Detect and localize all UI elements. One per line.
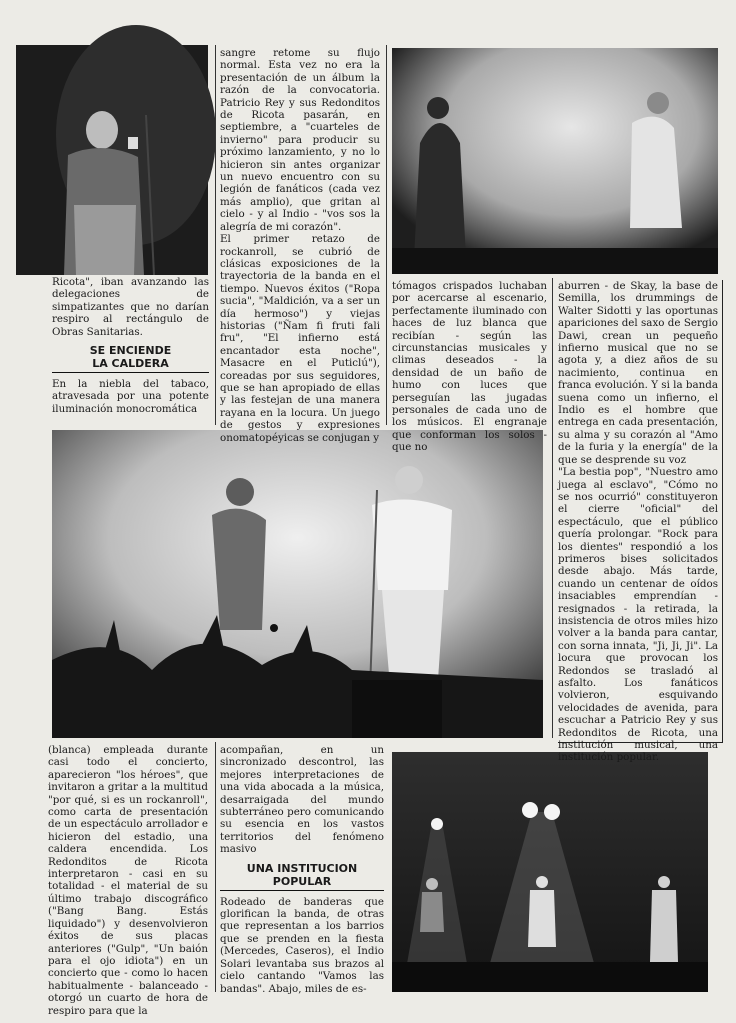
article-text: acompañan, en un sincronizado descontrol, las mejores interpretaciones de una vida abocada a la música, desarraigada del mundo subterráneo pero comunicando su esencia en los vastos territorios del fenómeno masivo — [220, 744, 384, 856]
article-text: Ricota", iban avanzando las delegaciones de simpatizantes que no darían respiro al rectángulo de Obras Sanitarias. — [52, 276, 209, 338]
heading-line-2: POPULAR — [272, 874, 332, 888]
column-rule — [215, 742, 216, 992]
section-heading-caldera — [52, 344, 209, 373]
column-rule — [215, 45, 216, 425]
column-3-middle — [392, 280, 547, 454]
column-1-bottom — [48, 744, 208, 1017]
article-text: En la niebla del tabaco, atravesada por una potente iluminación monocromática — [52, 378, 209, 415]
article-text: sangre retome su flujo normal. Esta vez no era la presentación de un álbum la razón de la convocatoria. Patricio Rey y sus Redonditos de Ricota pasarán, en septiembre, a "cuarteles de invierno" para producir su próximo lanzamiento, y no lo hicieron sin antes organizar un nuevo encuentro con su legión de fanáticos (cada vez más amplio), que gritan al cielo - y al Indio - "vos sos la alegría de mi corazón". — [220, 47, 380, 233]
heading-line-1: UNA INSTITUCION — [246, 861, 358, 875]
column-rule — [386, 45, 387, 425]
article-text: Rodeado de banderas que glorifican la banda, de otras que representan a los barrios que se prenden en la fiesta (Mercedes, Caseros), el Indio Solari levantaba sus brazos al cielo cantando "Vamos las bandas". Abajo, miles de es- — [220, 895, 384, 995]
photo-singer-crowd — [52, 430, 543, 738]
section-heading-institucion — [220, 862, 384, 891]
column-1-top — [52, 276, 209, 424]
photo-singer-microphone — [16, 45, 208, 275]
photo-band-smoke — [392, 48, 718, 274]
article-text: (blanca) empleada durante casi todo el concierto, aparecieron "los héroes", que invitaron a gritar a la multitud "por qué, si es un rockanroll", como carta de presentación de un espectáculo arrollador e hicieron del estadio, una caldera encendida. Los Redonditos de Ricota interpretaron - casi en su totalidad - el material de su último trabajo discográfico ("Bang Bang. Estás liquidado") y desenvolvieron éxitos de sus placas anteriores ("Gulp", "Un baión para el ojo idiota") en un concierto que - como lo hacen habitualmente - balanceado - otorgó un cuarto de hora de respiro para que la — [48, 744, 208, 1017]
column-2-top — [220, 47, 380, 444]
article-text: tómagos crispados luchaban por acercarse al escenario, perfectamente iluminado con haces de luz blanca que recibían - según las circunstancias musicales y climas deseados - la densidad de un baño de humo con luces que perseguían las jugadas personales de cada uno de los músicos. El engranaje que conforman los solos - que no — [392, 280, 547, 454]
heading-line-1: SE ENCIENDE — [89, 344, 172, 358]
column-4-right — [558, 280, 723, 764]
article-text: El primer retazo de rockanroll, se cubrió de clásicas exposiciones de la trayectoria de la banda en el tiempo. Nuevos éxitos ("Ropa sucia", "Maldición, va a ser un día hermoso") y viejas historias ("Ñam fi fruti fali fru", "El infierno está encantador esta noche", Masacre en el Puticlú"), coreadas por sus seguidores, que se han apropiado de ellas y las festejan de una manera rayana en la locura. Un juego de gestos y expresiones onomatopéyicas se conjugan y — [220, 233, 380, 444]
column-2-bottom — [220, 744, 384, 994]
column-rule — [552, 278, 553, 738]
article-text: "La bestia pop", "Nuestro amo juega al esclavo", "Cómo no se nos ocurrió" constituyeron el cierre "oficial" del espectáculo, que el público quería prolongar. "Rock para los dientes" respondió a los primeros bises solicitados desde abajo. Más tarde, cuando un centenar de oídos insaciables emprendían - resignados - la retirada, la insistencia de otros miles hizo volver a la banda para cantar, con sorna innata, "Ji, Ji, Ji". La locura que provocan los Redondos se trasladó al asfalto. Los fanáticos volvieron, esquivando velocidades de avenida, para escuchar a Patricio Rey y sus Redonditos de Ricota, una institución musical, una institución popular. — [558, 466, 718, 764]
photo-band-stage-lights — [392, 752, 708, 992]
article-text: aburren - de Skay, la base de Semilla, los drummings de Walter Sidotti y las oportunas apariciones del saxo de Sergio Dawi, crean un pequeño infierno musical que no se agota y, a diez años de su nacimiento, continua en franca evolución. Y si la banda suena como un infierno, el Indio es el hombre que entrega en cada presentación, su alma y su corazón al "Amo de la furia y la energía" de la que se desprende su voz — [558, 280, 718, 466]
heading-line-2: LA CALDERA — [92, 357, 169, 371]
